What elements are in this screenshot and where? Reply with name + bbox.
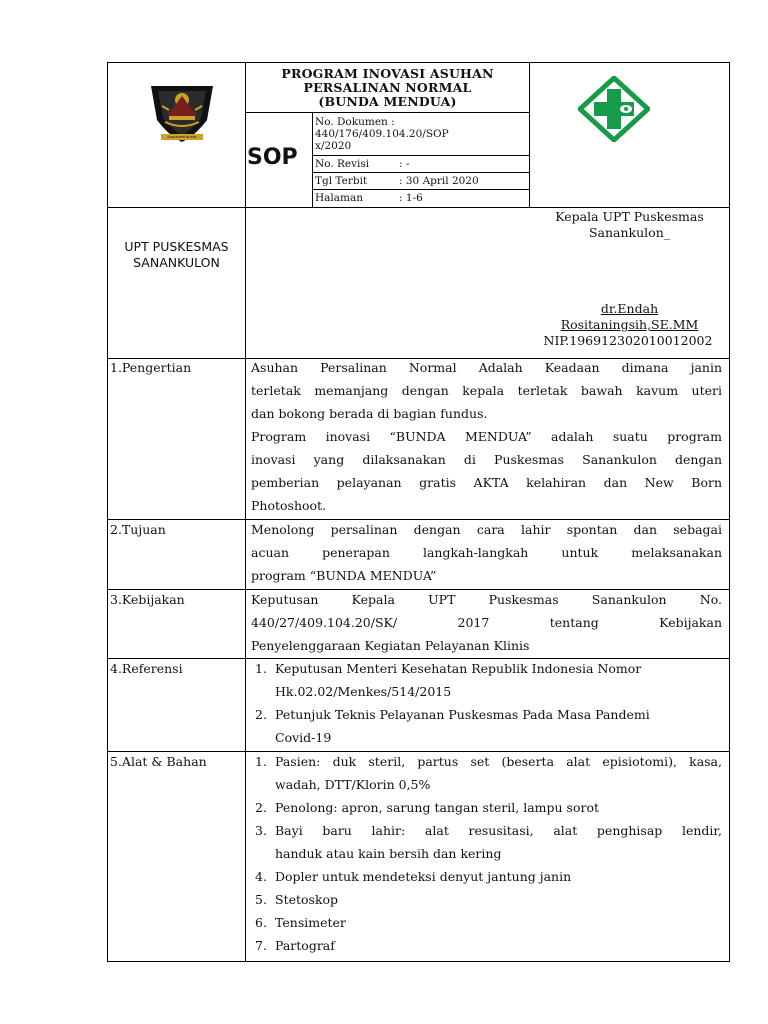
list-number: 3. (255, 823, 267, 838)
kebijakan-line-3: Penyelenggaraan Kegiatan Pelayanan Klinis (251, 638, 530, 653)
issue-date-value: : 30 April 2020 (399, 175, 479, 187)
page-value: : 1-6 (399, 192, 423, 204)
section-body-tujuan (251, 518, 722, 587)
list-item (251, 865, 722, 888)
pengertian-p2-line-3: pemberian pelayanan gratis AKTA kelahiran dan New Born (251, 475, 722, 490)
issue-date-row (315, 175, 479, 187)
list-item-line: Petunjuk Teknis Pelayanan Puskesmas Pada Masa Pandemi (275, 707, 650, 722)
org-name-line-1: UPT PUSKESMAS (124, 239, 229, 254)
revision-row (315, 158, 409, 170)
tujuan-line-1: Menolong persalinan dengan cara lahir spontan dan sebagai (251, 522, 722, 537)
signer-title-line-1: Kepala UPT Puskesmas (555, 209, 704, 224)
tujuan-line-3: program “BUNDA MENDUA” (251, 568, 437, 583)
revision-label: No. Revisi (315, 158, 370, 170)
list-item (251, 819, 722, 865)
meta-row-2 (312, 172, 529, 173)
section-label-kebijakan: 3.Kebijakan (110, 592, 185, 607)
section-label-alat: 5.Alat & Bahan (110, 754, 207, 769)
signer-name-line-1: dr.Endah (600, 301, 659, 316)
revision-value: : - (399, 158, 410, 170)
signer-nip: NIP.196912302010012002 (543, 333, 713, 348)
meta-row-1 (312, 155, 529, 156)
list-item-line: Partograf (275, 938, 335, 953)
org-name (108, 239, 245, 271)
referensi-list (251, 657, 722, 749)
list-number: 5. (255, 892, 267, 907)
pengertian-p2-line-2: inovasi yang dilaksanakan di Puskesmas Sanankulon dengan (251, 452, 722, 467)
section-body-kebijakan (251, 588, 722, 657)
title-line-1: PROGRAM INOVASI ASUHAN (281, 66, 494, 81)
pengertian-p1-line-3: dan bokong berada di bagian fundus. (251, 406, 488, 421)
list-item-line: Stetoskop (275, 892, 339, 907)
issue-date-label: Tgl Terbit (315, 175, 368, 187)
list-item (251, 796, 722, 819)
header-divider-right (529, 62, 530, 207)
logo-caption: KABUPATEN BLITAR (167, 135, 197, 139)
list-item-line: Dopler untuk mendeteksi denyut jantung janin (275, 869, 572, 884)
list-number: 1. (255, 754, 267, 769)
title-line-2: PERSALINAN NORMAL (303, 80, 472, 95)
org-name-line-2: SANANKULON (133, 255, 220, 270)
list-item (251, 703, 722, 749)
section-label-tujuan: 2.Tujuan (110, 522, 166, 537)
list-item (251, 934, 722, 957)
list-number: 2. (255, 707, 267, 722)
kabupaten-logo-icon (147, 80, 217, 144)
list-item (251, 657, 722, 703)
list-number: 7. (255, 938, 267, 953)
document-title (246, 67, 529, 109)
border-top (107, 62, 730, 63)
puskesmas-cross-logo-icon (578, 76, 650, 142)
section-label-referensi: 4.Referensi (110, 661, 183, 676)
meta-row-3 (312, 189, 529, 190)
list-item (251, 888, 722, 911)
list-number: 1. (255, 661, 267, 676)
list-number: 2. (255, 800, 267, 815)
section-body-alat (251, 750, 722, 957)
section-label-pengertian: 1.Pengertian (110, 360, 192, 375)
border-left (107, 62, 108, 962)
kebijakan-line-2: 440/27/409.104.20/SK/ 2017 tentang Kebijakan (251, 615, 722, 630)
doc-number-value: 440/176/409.104.20/SOP x/2020 (315, 128, 449, 152)
signer-title-line-2: Sanankulon_ (588, 225, 671, 240)
sop-label: SOP (247, 145, 298, 170)
pengertian-p1-line-2: terletak memanjang dengan kepala terletak bawah kavum uteri (251, 383, 722, 398)
pengertian-p2-line-1: Program inovasi “BUNDA MENDUA” adalah suatu program (251, 429, 722, 444)
kebijakan-line-1: Keputusan Kepala UPT Puskesmas Sanankulon No. (251, 592, 722, 607)
meta-divider (312, 112, 313, 207)
list-item-line: Tensimeter (275, 915, 346, 930)
list-item-line: handuk atau kain bersih dan kering (275, 846, 502, 861)
list-item-line: Pasien: duk steril, partus set (beserta alat episiotomi), kasa, (275, 754, 722, 769)
page-row (315, 192, 423, 204)
pengertian-p1-line-1: Asuhan Persalinan Normal Adalah Keadaan dimana janin (251, 360, 722, 375)
border-right (729, 62, 730, 962)
list-item-line: Bayi baru lahir: alat resusitasi, alat penghisap lendir, (275, 823, 722, 838)
section-body-referensi (251, 657, 722, 749)
header-bottom (107, 207, 730, 208)
list-item-line: Covid-19 (275, 730, 332, 745)
list-item (251, 911, 722, 934)
list-number: 4. (255, 869, 267, 884)
alat-list (251, 750, 722, 957)
list-item-line: wadah, DTT/Klorin 0,5% (275, 777, 431, 792)
signer-block (530, 301, 729, 349)
signer-name-line-2: Rositaningsih,SE.MM (560, 317, 699, 332)
title-bottom (245, 112, 529, 113)
list-item-line: Penolong: apron, sarung tangan steril, lampu sorot (275, 800, 600, 815)
list-item (251, 750, 722, 796)
title-line-3: (BUNDA MENDUA) (318, 94, 457, 109)
section-body-pengertian (251, 356, 722, 517)
tujuan-line-2: acuan penerapan langkah-langkah untuk melaksanakan (251, 545, 722, 560)
page-label: Halaman (315, 192, 364, 204)
pengertian-p2-line-4: Photoshoot. (251, 498, 327, 513)
list-item-line: Keputusan Menteri Kesehatan Republik Indonesia Nomor (275, 661, 642, 676)
list-item-line: Hk.02.02/Menkes/514/2015 (275, 684, 452, 699)
border-bottom (107, 961, 730, 962)
doc-number (315, 116, 525, 152)
signer-title (530, 209, 729, 241)
doc-number-label: No. Dokumen : (315, 116, 395, 128)
list-number: 6. (255, 915, 267, 930)
body-divider (245, 358, 246, 962)
